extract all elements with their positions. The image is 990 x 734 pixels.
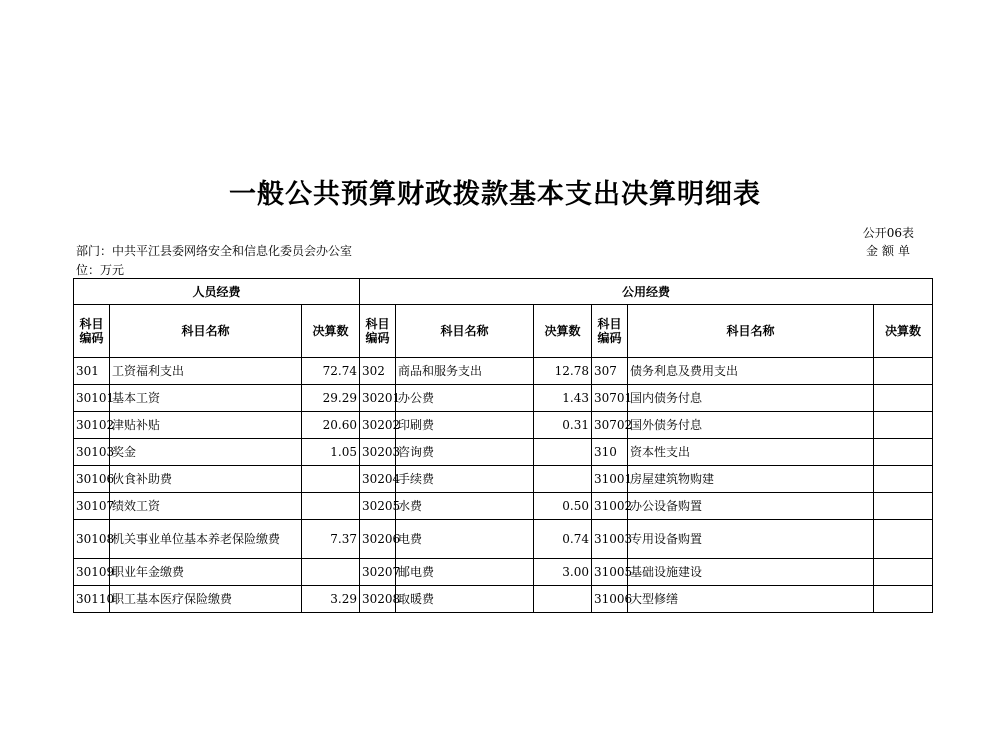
subject-name: 咨询费: [396, 439, 534, 466]
amount-value: [874, 493, 933, 520]
amount-value: 29.29: [302, 385, 360, 412]
subject-name: 取暖费: [396, 586, 534, 613]
subject-code: 30109: [74, 559, 110, 586]
unit-label-right: 金额单: [865, 244, 914, 258]
subject-code: 30108: [74, 520, 110, 559]
subject-code: 30201: [360, 385, 396, 412]
subject-code: 31006: [592, 586, 628, 613]
unit-label-left: 位：万元: [76, 263, 125, 277]
subject-name: 绩效工资: [110, 493, 302, 520]
header-name: 科目名称: [110, 305, 302, 358]
amount-value: [874, 559, 933, 586]
header-row-groups: [74, 279, 933, 305]
subject-name: 水费: [396, 493, 534, 520]
amount-value: [874, 520, 933, 559]
amount-value: 1.43: [534, 385, 592, 412]
table-row: [74, 520, 933, 559]
subject-name: 大型修缮: [628, 586, 874, 613]
subject-name: 奖金: [110, 439, 302, 466]
subject-code: 31005: [592, 559, 628, 586]
page-title: 一般公共预算财政拨款基本支出决算明细表: [229, 179, 761, 210]
subject-name: 办公设备购置: [628, 493, 874, 520]
amount-value: [534, 439, 592, 466]
subject-code: 30206: [360, 520, 396, 559]
amount-value: [874, 385, 933, 412]
header-code: 科目编码: [360, 305, 396, 358]
subject-name: 职工基本医疗保险缴费: [110, 586, 302, 613]
subject-code: 30208: [360, 586, 396, 613]
subject-code: 307: [592, 358, 628, 385]
subject-code: 302: [360, 358, 396, 385]
subject-name: 职业年金缴费: [110, 559, 302, 586]
subject-code: 30102: [74, 412, 110, 439]
subject-name: 邮电费: [396, 559, 534, 586]
subject-code: 30207: [360, 559, 396, 586]
header-personnel: 人员经费: [74, 279, 360, 305]
subject-name: 专用设备购置: [628, 520, 874, 559]
expenditure-table: [73, 278, 933, 613]
amount-value: 1.05: [302, 439, 360, 466]
header-amount: 决算数: [302, 305, 360, 358]
header-code: 科目编码: [592, 305, 628, 358]
header-name: 科目名称: [396, 305, 534, 358]
table-row: [74, 559, 933, 586]
amount-value: [534, 466, 592, 493]
subject-code: 30702: [592, 412, 628, 439]
subject-code: 310: [592, 439, 628, 466]
amount-value: 20.60: [302, 412, 360, 439]
table-row: [74, 385, 933, 412]
subject-code: 31002: [592, 493, 628, 520]
header-name: 科目名称: [628, 305, 874, 358]
subject-code: 31003: [592, 520, 628, 559]
table-row: [74, 439, 933, 466]
header-row-columns: [74, 305, 933, 358]
department-label: 部门：中共平江县委网络安全和信息化委员会办公室: [76, 244, 353, 258]
subject-name: 电费: [396, 520, 534, 559]
form-number: 公开06表: [862, 226, 914, 240]
subject-name: 机关事业单位基本养老保险缴费: [110, 520, 302, 559]
amount-value: 7.37: [302, 520, 360, 559]
subject-name: 办公费: [396, 385, 534, 412]
amount-value: [874, 586, 933, 613]
subject-code: 31001: [592, 466, 628, 493]
amount-value: [874, 466, 933, 493]
subject-name: 津贴补贴: [110, 412, 302, 439]
subject-name: 印刷费: [396, 412, 534, 439]
subject-code: 30110: [74, 586, 110, 613]
subject-code: 30205: [360, 493, 396, 520]
amount-value: 0.74: [534, 520, 592, 559]
amount-value: 0.31: [534, 412, 592, 439]
subject-name: 债务利息及费用支出: [628, 358, 874, 385]
amount-value: [534, 586, 592, 613]
amount-value: [874, 358, 933, 385]
amount-value: [302, 493, 360, 520]
subject-code: 30203: [360, 439, 396, 466]
subject-name: 工资福利支出: [110, 358, 302, 385]
subject-name: 国外债务付息: [628, 412, 874, 439]
table-row: [74, 358, 933, 385]
amount-value: 3.00: [534, 559, 592, 586]
amount-value: [874, 439, 933, 466]
subject-code: 30107: [74, 493, 110, 520]
amount-value: 12.78: [534, 358, 592, 385]
subject-name: 基本工资: [110, 385, 302, 412]
table-row: [74, 466, 933, 493]
subject-name: 房屋建筑物购建: [628, 466, 874, 493]
amount-value: [302, 466, 360, 493]
header-amount: 决算数: [874, 305, 933, 358]
header-amount: 决算数: [534, 305, 592, 358]
amount-value: [302, 559, 360, 586]
amount-value: 3.29: [302, 586, 360, 613]
subject-code: 30204: [360, 466, 396, 493]
subject-code: 30202: [360, 412, 396, 439]
header-code: 科目编码: [74, 305, 110, 358]
subject-name: 国内债务付息: [628, 385, 874, 412]
subject-name: 伙食补助费: [110, 466, 302, 493]
table-row: [74, 586, 933, 613]
subject-name: 基础设施建设: [628, 559, 874, 586]
subject-code: 30106: [74, 466, 110, 493]
subject-code: 30103: [74, 439, 110, 466]
subject-name: 资本性支出: [628, 439, 874, 466]
amount-value: [874, 412, 933, 439]
amount-value: 0.50: [534, 493, 592, 520]
subject-name: 商品和服务支出: [396, 358, 534, 385]
subject-code: 30101: [74, 385, 110, 412]
subject-code: 301: [74, 358, 110, 385]
subject-code: 30701: [592, 385, 628, 412]
subject-name: 手续费: [396, 466, 534, 493]
amount-value: 72.74: [302, 358, 360, 385]
header-public: 公用经费: [360, 279, 933, 305]
table-row: [74, 493, 933, 520]
table-row: [74, 412, 933, 439]
